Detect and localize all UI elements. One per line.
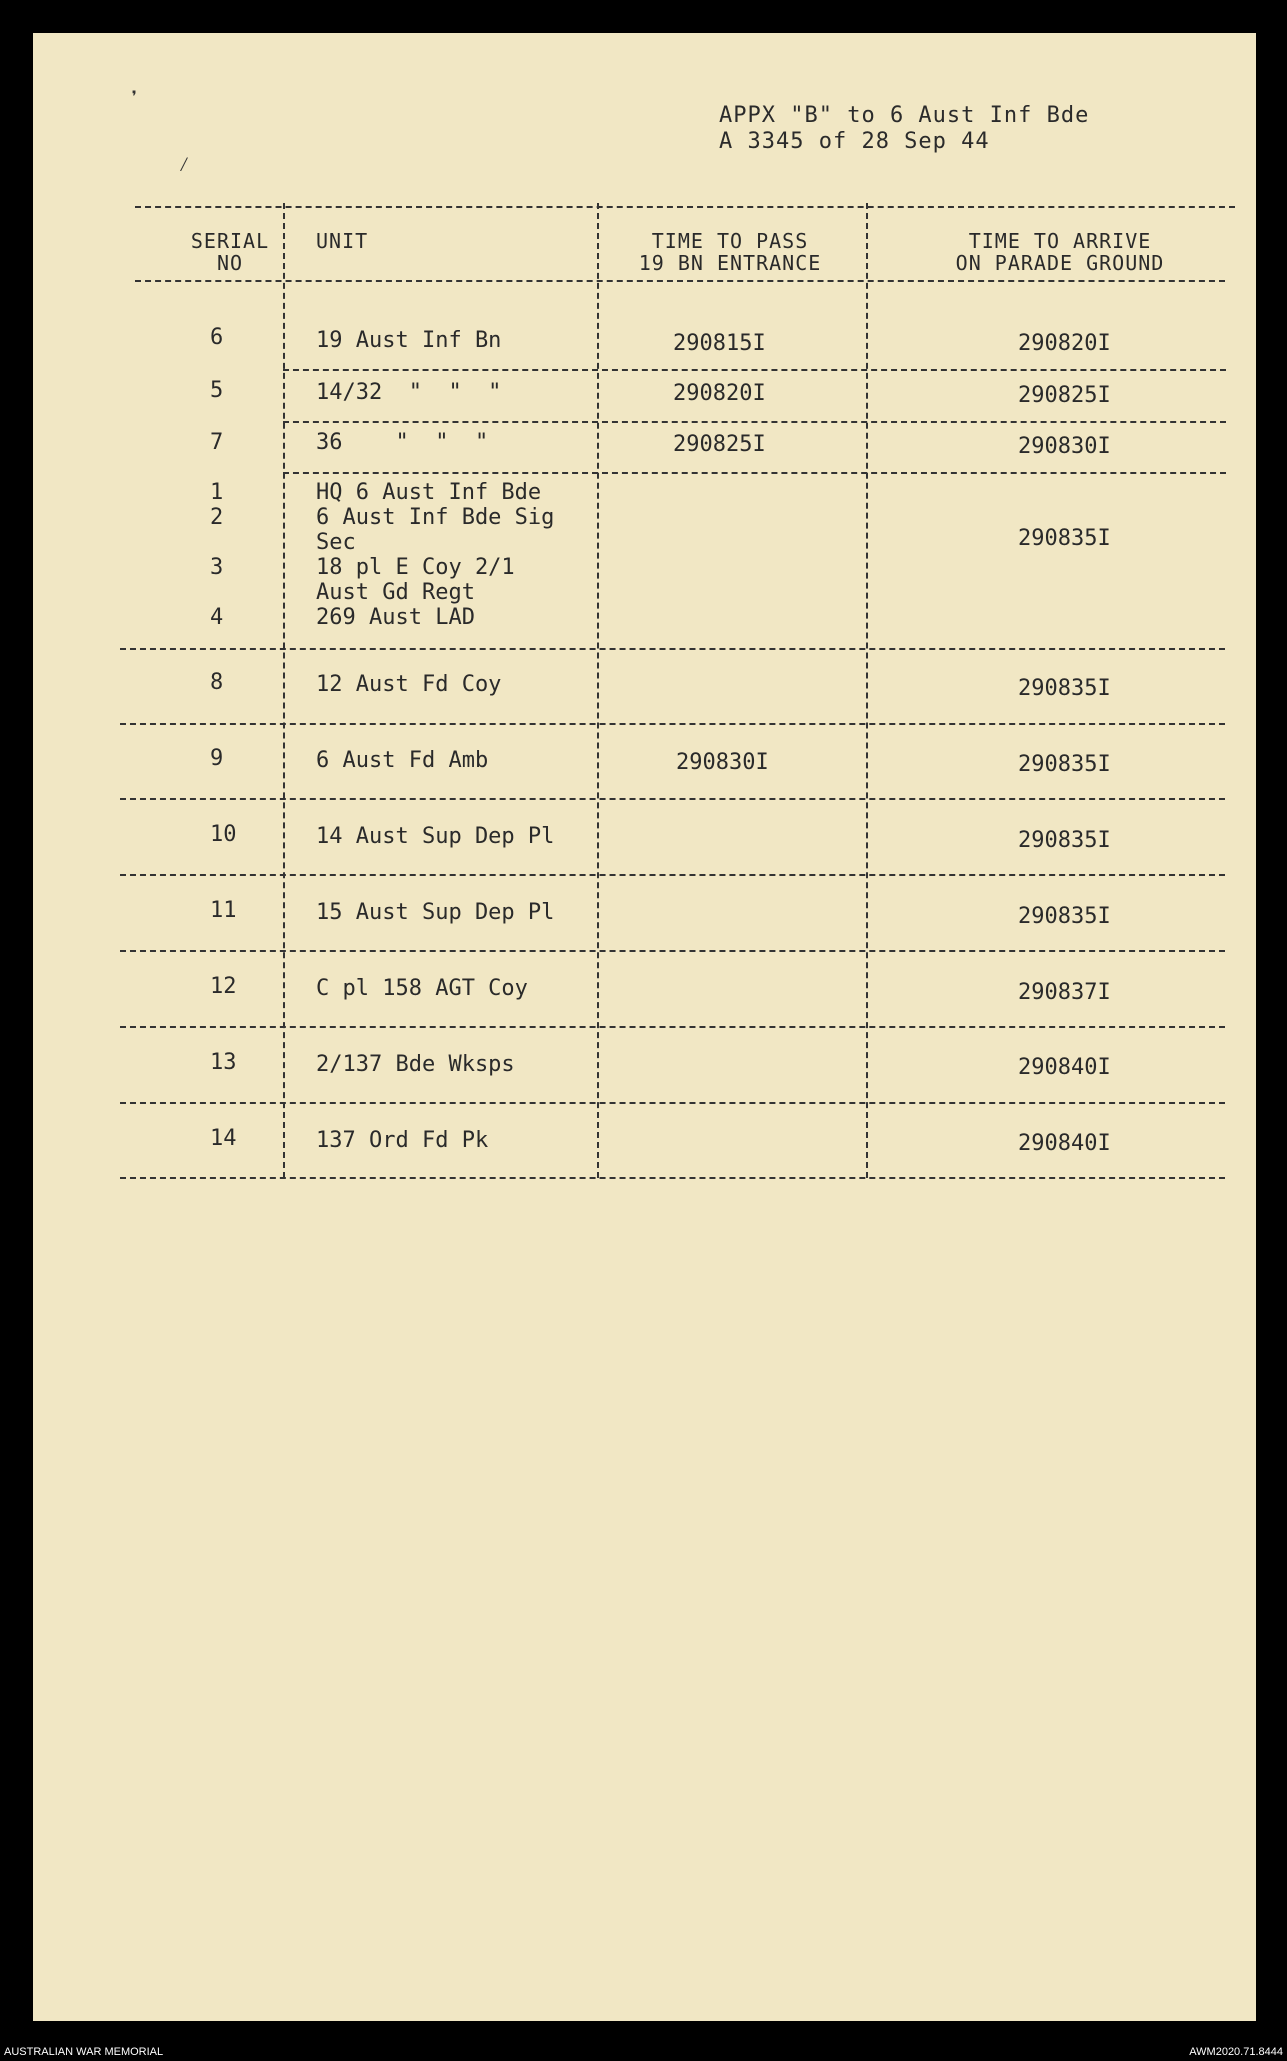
column-rule xyxy=(597,203,599,1178)
arrive-time-cell: 290835I xyxy=(1018,904,1111,929)
header-serial: SERIAL NO xyxy=(190,229,270,275)
unit-cell: C pl 158 AGT Coy xyxy=(316,976,528,1001)
unit-cell: HQ 6 Aust Inf Bde 6 Aust Inf Bde Sig Sec 18 pl E Coy 2/1 Aust Gd Regt 269 Aust LAD xyxy=(316,480,555,630)
serial-cell: 11 xyxy=(210,898,237,923)
unit-cell: 14/32 " " " xyxy=(316,380,502,405)
table-rule xyxy=(120,648,1225,650)
unit-cell: 15 Aust Sup Dep Pl xyxy=(316,900,555,925)
header-unit: UNIT xyxy=(316,229,369,253)
table-rule xyxy=(283,472,1226,474)
serial-cell: 1 2 3 4 xyxy=(210,480,224,630)
header-time-to-pass: TIME TO PASS 19 BN ENTRANCE xyxy=(638,229,822,275)
arrive-time-cell: 290835I xyxy=(1018,676,1111,701)
table-rule xyxy=(120,950,1225,952)
footer-accession: AWM2020.71.8444 xyxy=(1189,2046,1283,2058)
serial-cell: 9 xyxy=(210,746,224,771)
serial-cell: 8 xyxy=(210,670,224,695)
unit-cell: 19 Aust Inf Bn xyxy=(316,328,502,353)
table-rule xyxy=(120,874,1225,876)
serial-cell: 12 xyxy=(210,974,237,999)
ink-mark: ❜ xyxy=(128,86,141,110)
column-rule xyxy=(866,203,868,1178)
table-rule xyxy=(120,723,1225,725)
reference-line: A 3345 of 28 Sep 44 xyxy=(719,129,990,154)
unit-cell: 12 Aust Fd Coy xyxy=(316,672,502,697)
serial-cell: 14 xyxy=(210,1126,237,1151)
table-rule xyxy=(283,369,1226,371)
serial-cell: 10 xyxy=(210,822,237,847)
ink-mark: ⁄ xyxy=(178,152,191,176)
arrive-time-cell: 290837I xyxy=(1018,980,1111,1005)
arrive-time-cell: 290825I xyxy=(1018,383,1111,408)
arrive-time-cell: 290835I xyxy=(1018,752,1111,777)
appendix-title: APPX "B" to 6 Aust Inf Bde xyxy=(719,103,1090,128)
table-rule xyxy=(135,206,1235,208)
arrive-time-cell: 290840I xyxy=(1018,1131,1111,1156)
table-rule xyxy=(135,280,1225,282)
column-rule xyxy=(283,203,285,1178)
arrive-time-cell: 290830I xyxy=(1018,434,1111,459)
pass-time-cell: 290815I xyxy=(673,331,766,356)
pass-time-cell: 290830I xyxy=(676,750,769,775)
arrive-time-cell: 290820I xyxy=(1018,331,1111,356)
table-rule xyxy=(120,798,1225,800)
unit-cell: 137 Ord Fd Pk xyxy=(316,1128,489,1153)
arrive-time-cell: 290835I xyxy=(1018,526,1111,551)
unit-cell: 2/137 Bde Wksps xyxy=(316,1052,515,1077)
table-rule xyxy=(120,1026,1225,1028)
pass-time-cell: 290825I xyxy=(673,432,766,457)
serial-cell: 5 xyxy=(210,378,224,403)
unit-cell: 14 Aust Sup Dep Pl xyxy=(316,824,555,849)
table-rule xyxy=(283,421,1226,423)
table-rule xyxy=(120,1177,1225,1179)
unit-cell: 36 " " " xyxy=(316,430,489,455)
serial-cell: 6 xyxy=(210,325,224,350)
pass-time-cell: 290820I xyxy=(673,381,766,406)
table-rule xyxy=(120,1102,1225,1104)
serial-cell: 13 xyxy=(210,1050,237,1075)
header-time-to-arrive: TIME TO ARRIVE ON PARADE GROUND xyxy=(955,229,1165,275)
arrive-time-cell: 290835I xyxy=(1018,828,1111,853)
arrive-time-cell: 290840I xyxy=(1018,1055,1111,1080)
serial-cell: 7 xyxy=(210,430,224,455)
unit-cell: 6 Aust Fd Amb xyxy=(316,748,489,773)
footer-credit: AUSTRALIAN WAR MEMORIAL xyxy=(4,2046,164,2058)
